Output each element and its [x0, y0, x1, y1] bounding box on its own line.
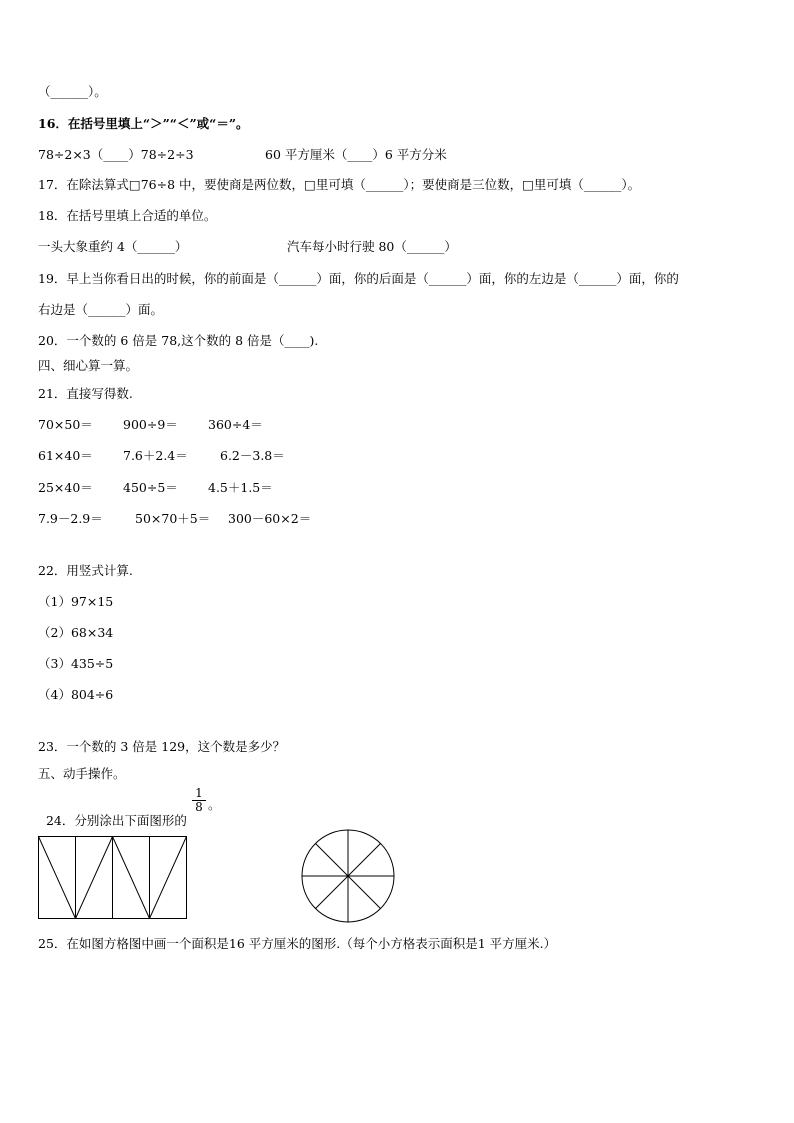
question-18-part-b: 汽车每小时行驶 80（______） — [287, 239, 457, 254]
question-19-line-2: 右边是（______）面。 — [38, 302, 164, 317]
question-23: 23．一个数的 3 倍是 129，这个数是多少？ — [38, 739, 286, 754]
math-item: 300－60×2＝ — [228, 511, 312, 526]
question-22: 22．用竖式计算. — [38, 563, 133, 578]
question-22-item-4: （4）804÷6 — [38, 687, 114, 702]
math-item: 900÷9＝ — [123, 417, 178, 432]
question-22-item-2: （2）68×34 — [38, 625, 114, 640]
question-25: 25．在如图方格图中画一个面积是16 平方厘米的图形.（每个小方格表示面积是1 平方厘米.） — [38, 936, 557, 951]
rectangle-divided-figure — [38, 836, 188, 920]
question-24 — [38, 797, 187, 829]
math-item: 6.2－3.8＝ — [220, 448, 285, 463]
question-18: 18．在括号里填上合适的单位。 — [38, 208, 217, 223]
math-item: 4.5＋1.5＝ — [208, 480, 273, 495]
question-21: 21．直接写得数. — [38, 386, 133, 401]
answer-blank-line: （______）。 — [38, 84, 107, 99]
math-item: 70×50＝ — [38, 417, 93, 432]
math-item: 50×70＋5＝ — [135, 511, 211, 526]
fraction-denominator: 8 — [195, 800, 203, 814]
math-item: 7.9－2.9＝ — [38, 511, 103, 526]
fraction-numerator: 1 — [192, 787, 206, 801]
question-22-item-3: （3）435÷5 — [38, 656, 114, 671]
question-18-part-a: 一头大象重约 4（______） — [38, 239, 188, 254]
math-item: 61×40＝ — [38, 448, 93, 463]
math-item: 7.6＋2.4＝ — [123, 448, 188, 463]
section-five-heading: 五、动手操作。 — [38, 766, 126, 781]
question-19-line-1: 19．早上当你看日出的时候，你的前面是（______）面，你的后面是（______）面，你的左边是（______）面，你的 — [38, 271, 679, 286]
circle-divided-figure — [300, 828, 396, 924]
question-22-item-1: （1）97×15 — [38, 594, 114, 609]
question-24-end: 。 — [208, 797, 221, 812]
fraction-one-eighth — [192, 787, 206, 814]
math-item: 450÷5＝ — [123, 480, 178, 495]
question-17: 17．在除法算式□76÷8 中，要使商是两位数，□里可填（______）；要使商是三位数，□里可填（______）。 — [38, 177, 641, 192]
question-24-text: 24．分别涂出下面图形的 — [45, 813, 187, 828]
section-four-heading: 四、细心算一算。 — [38, 358, 139, 373]
question-16-part-a: 78÷2×3（____）78÷2÷3 — [38, 147, 194, 162]
question-16: 16．在括号里填上“＞”“＜”或“＝”。 — [38, 116, 249, 131]
question-16-part-b: 60 平方厘米（____）6 平方分米 — [265, 147, 447, 162]
math-item: 360÷4＝ — [208, 417, 263, 432]
question-20: 20．一个数的 6 倍是 78,这个数的 8 倍是（____). — [38, 333, 319, 348]
math-item: 25×40＝ — [38, 480, 93, 495]
